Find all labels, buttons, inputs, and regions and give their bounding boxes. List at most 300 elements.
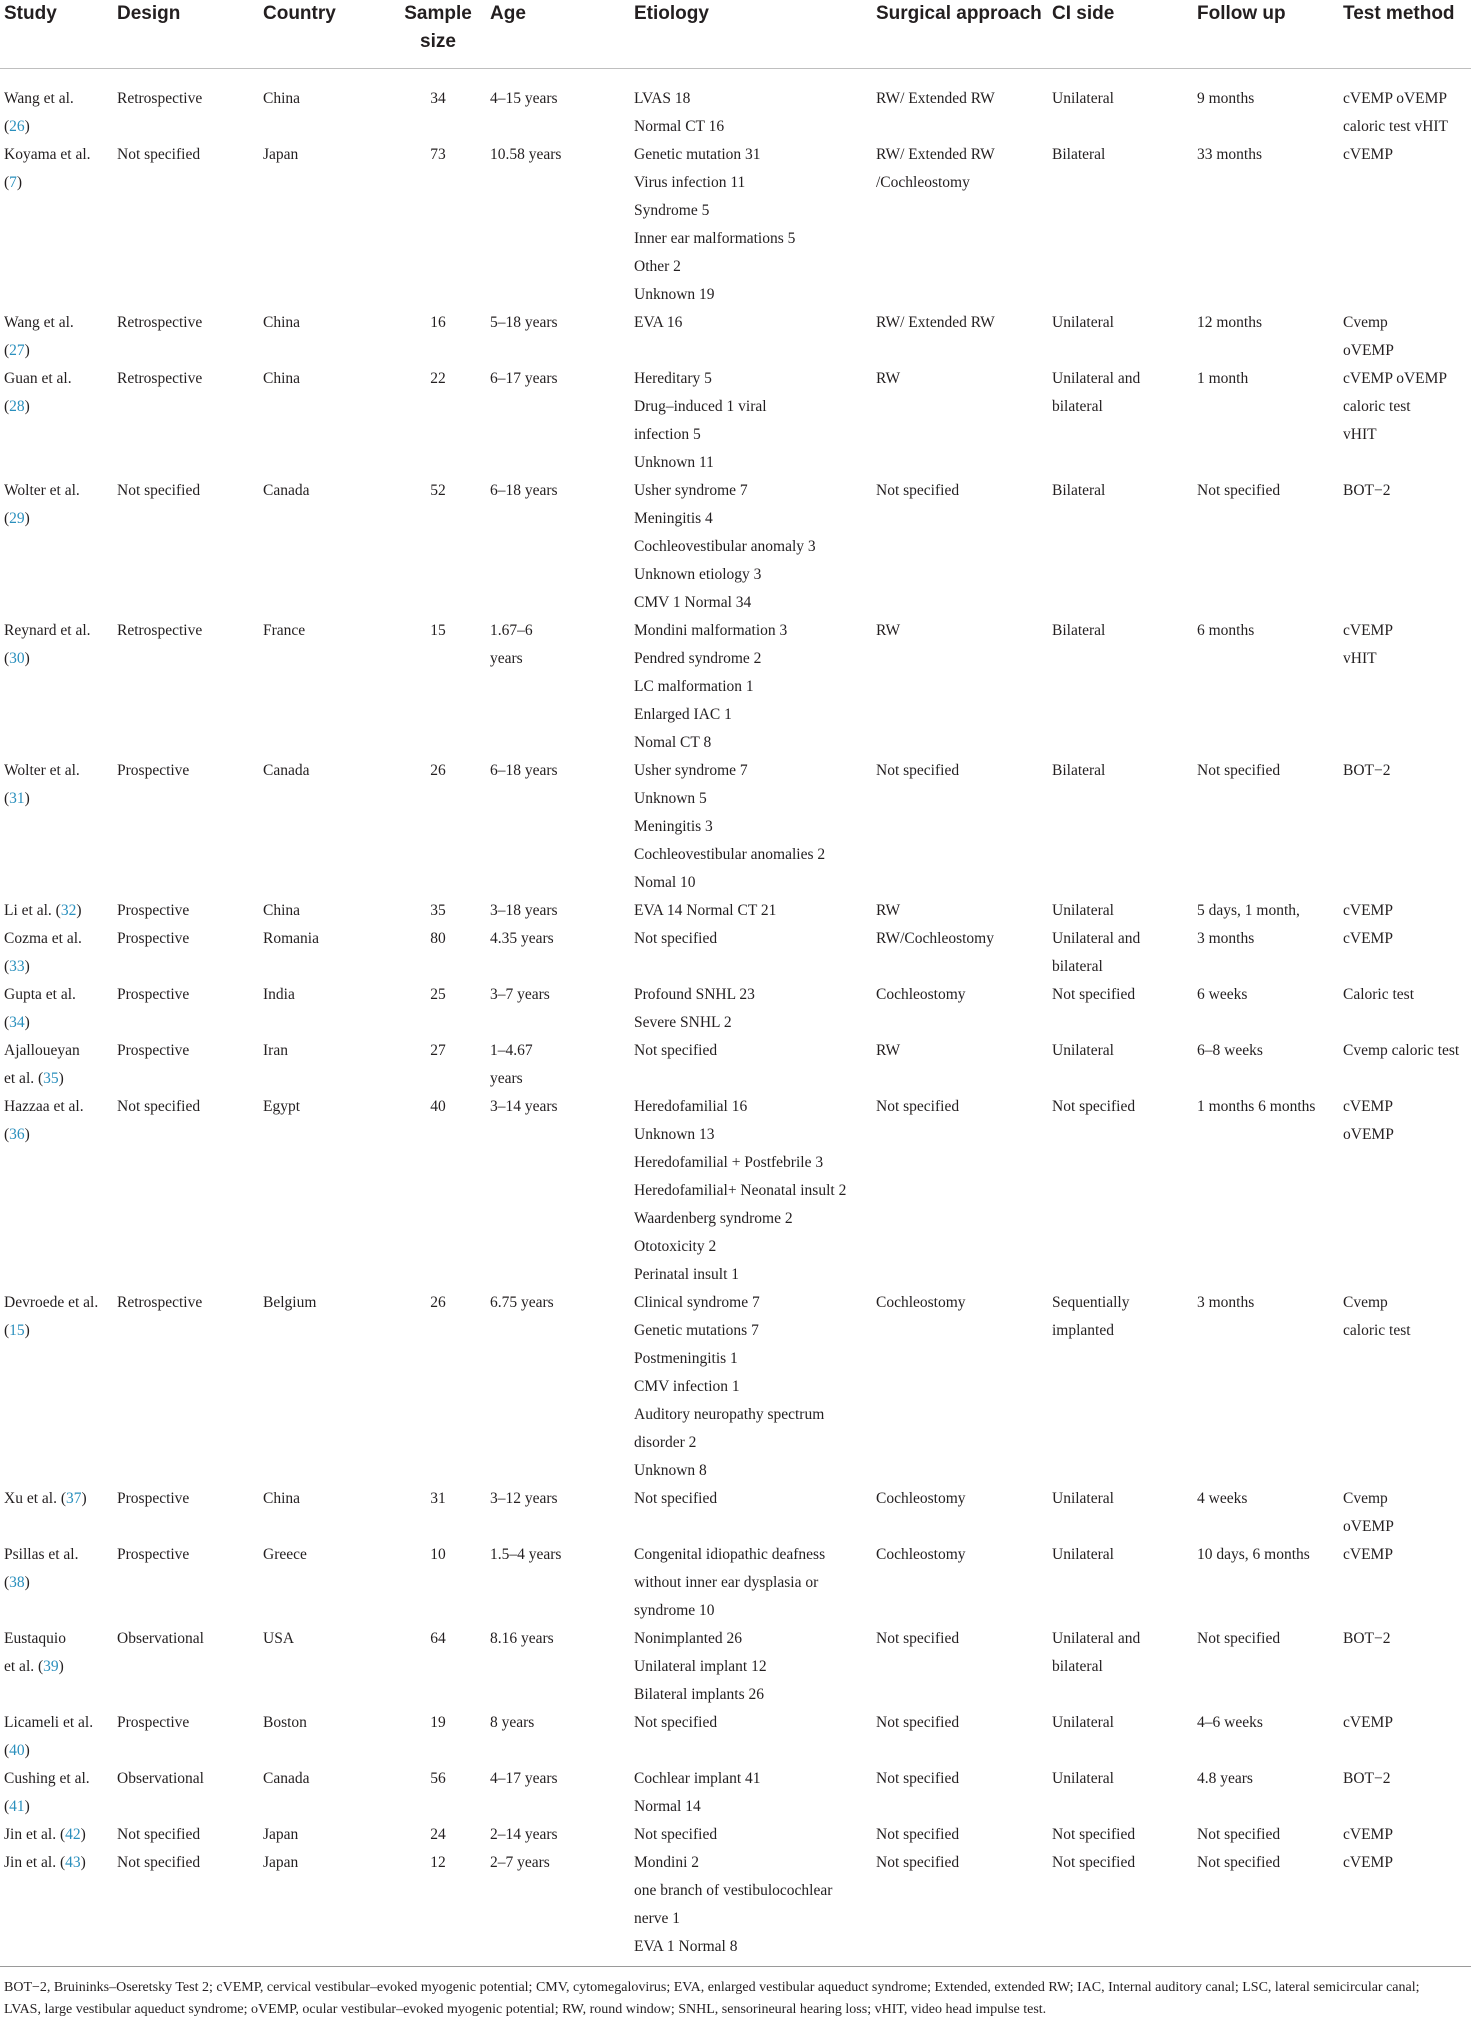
- cell-study: [0, 897, 113, 925]
- cell-test-method: [1339, 897, 1471, 925]
- reference-link[interactable]: 7: [9, 174, 17, 191]
- cell-design: [113, 1485, 259, 1541]
- reference-close: ): [24, 342, 30, 359]
- cell-ci-side-line: Not specified: [1052, 986, 1136, 1003]
- reference-open: (: [4, 1322, 10, 1339]
- cell-etiology-line: Heredofamilial+ Neonatal insult 2: [634, 1182, 847, 1199]
- cell-etiology: [630, 365, 872, 477]
- cell-ci-side-line: bilateral: [1052, 958, 1103, 975]
- cell-age-line: 3–14 years: [490, 1098, 558, 1115]
- cell-follow-up-line: 1 month: [1197, 370, 1249, 387]
- cell-follow-up: [1193, 1093, 1339, 1289]
- cell-ci-side: [1048, 897, 1193, 925]
- cell-age: [486, 1625, 630, 1709]
- reference-link[interactable]: 27: [9, 342, 25, 359]
- cell-ci-side: [1048, 69, 1193, 142]
- cell-etiology: [630, 1289, 872, 1485]
- cell-age: [486, 141, 630, 309]
- cell-etiology-line: Drug–induced 1 viral: [634, 398, 767, 415]
- study-reference: [4, 1317, 109, 1345]
- cell-etiology-line: Inner ear malformations 5: [634, 230, 796, 247]
- cell-age-line: 6–17 years: [490, 370, 558, 387]
- cell-ci-side-line: Not specified: [1052, 1826, 1136, 1843]
- cell-ci-side-line: Sequentially: [1052, 1294, 1130, 1311]
- cell-age-line: 3–18 years: [490, 902, 558, 919]
- cell-age-line: 8.16 years: [490, 1630, 554, 1647]
- reference-open: (: [60, 1490, 66, 1507]
- cell-follow-up-line: 3 months: [1197, 930, 1255, 947]
- cell-country: [259, 141, 390, 309]
- cell-etiology: [630, 69, 872, 142]
- reference-open: (: [4, 1126, 10, 1143]
- reference-link[interactable]: 32: [60, 902, 77, 919]
- cell-follow-up: [1193, 1625, 1339, 1709]
- cell-etiology: [630, 1709, 872, 1765]
- cell-surgical-approach-line: Not specified: [876, 1826, 960, 1843]
- cell-follow-up-line: 33 months: [1197, 146, 1263, 163]
- cell-surgical-approach-line: RW/ Extended RW: [876, 90, 995, 107]
- cell-country-line: Japan: [263, 146, 299, 163]
- cell-age-line: 1.67–6: [490, 622, 533, 639]
- cell-test-method: [1339, 925, 1471, 981]
- cell-surgical-approach-line: Not specified: [876, 1098, 960, 1115]
- cell-age: [486, 1709, 630, 1765]
- cell-age: [486, 981, 630, 1037]
- cell-follow-up-line: Not specified: [1197, 1854, 1281, 1871]
- cell-age: [486, 1821, 630, 1849]
- cell-study: [0, 1625, 113, 1709]
- reference-link[interactable]: 41: [9, 1798, 25, 1815]
- cell-etiology-line: Unknown 19: [634, 286, 715, 303]
- cell-study: [0, 365, 113, 477]
- cell-etiology: [630, 1541, 872, 1625]
- cell-etiology-line: LVAS 18: [634, 90, 691, 107]
- cell-test-method-line: Cvemp: [1343, 1294, 1388, 1311]
- study-reference: [4, 393, 109, 421]
- cell-age: [486, 617, 630, 757]
- reference-link[interactable]: 36: [9, 1126, 25, 1143]
- cell-follow-up: [1193, 925, 1339, 981]
- cell-follow-up: [1193, 1485, 1339, 1541]
- cell-etiology-line: CMV 1 Normal 34: [634, 594, 752, 611]
- cell-country-line: China: [263, 90, 301, 107]
- cell-age-line: 2–7 years: [490, 1854, 550, 1871]
- cell-ci-side-line: Not specified: [1052, 1098, 1136, 1115]
- cell-ci-side: [1048, 1037, 1193, 1093]
- reference-link[interactable]: 38: [9, 1574, 25, 1591]
- cell-design-line: Retrospective: [117, 1294, 203, 1311]
- reference-close: ): [81, 1490, 87, 1507]
- cell-sample-size-line: 10: [430, 1546, 446, 1563]
- cell-follow-up-line: 6 weeks: [1197, 986, 1248, 1003]
- table-row: [0, 309, 1471, 365]
- cell-design: [113, 897, 259, 925]
- cell-ci-side-line: bilateral: [1052, 1658, 1103, 1675]
- cell-test-method-line: BOT−2: [1343, 1630, 1391, 1647]
- cell-test-method-line: cVEMP: [1343, 1098, 1393, 1115]
- cell-etiology-line: LC malformation 1: [634, 678, 754, 695]
- cell-etiology-line: EVA 14 Normal CT 21: [634, 902, 777, 919]
- cell-age-line: 4–15 years: [490, 90, 558, 107]
- cell-etiology-line: without inner ear dysplasia or: [634, 1574, 819, 1591]
- study-author: Xu et al.: [4, 1490, 61, 1507]
- cell-test-method: [1339, 1821, 1471, 1849]
- cell-test-method-line: cVEMP: [1343, 1714, 1393, 1731]
- header-follow-up: Follow up: [1193, 0, 1339, 69]
- cell-design-line: Not specified: [117, 1854, 201, 1871]
- study-reference: [4, 113, 109, 141]
- study-author: Hazzaa et al.: [4, 1098, 84, 1115]
- cell-test-method-line: Cvemp: [1343, 1490, 1388, 1507]
- cell-test-method-line: cVEMP: [1343, 1826, 1393, 1843]
- cell-sample-size-line: 52: [430, 482, 446, 499]
- study-reference: [4, 1653, 109, 1681]
- cell-test-method-line: Cvemp: [1343, 314, 1388, 331]
- reference-close: ): [24, 650, 30, 667]
- cell-country-line: Boston: [263, 1714, 307, 1731]
- reference-link[interactable]: 40: [9, 1742, 25, 1759]
- reference-link[interactable]: 31: [9, 790, 25, 807]
- cell-etiology-line: nerve 1: [634, 1910, 681, 1927]
- cell-surgical-approach: [872, 897, 1048, 925]
- study-reference: [61, 1490, 87, 1507]
- cell-follow-up-line: Not specified: [1197, 1630, 1281, 1647]
- cell-country-line: Greece: [263, 1546, 307, 1563]
- cell-country: [259, 1849, 390, 1961]
- cell-country: [259, 1541, 390, 1625]
- cell-ci-side-line: Bilateral: [1052, 622, 1106, 639]
- cell-country-line: China: [263, 314, 301, 331]
- reference-link[interactable]: 37: [66, 1490, 82, 1507]
- cell-follow-up-line: 4 weeks: [1197, 1490, 1248, 1507]
- reference-link[interactable]: 28: [9, 398, 25, 415]
- cell-etiology-line: Nomal CT 8: [634, 734, 712, 751]
- cell-follow-up: [1193, 1765, 1339, 1821]
- cell-test-method-line: oVEMP: [1343, 1518, 1394, 1535]
- cell-country: [259, 309, 390, 365]
- reference-link[interactable]: 15: [9, 1322, 25, 1339]
- cell-country-line: Romania: [263, 930, 319, 947]
- cell-follow-up: [1193, 309, 1339, 365]
- cell-etiology-line: EVA 1 Normal 8: [634, 1938, 738, 1955]
- cell-ci-side-line: Unilateral: [1052, 1042, 1114, 1059]
- cell-test-method-line: cVEMP: [1343, 622, 1393, 639]
- cell-design-line: Prospective: [117, 762, 190, 779]
- cell-country: [259, 925, 390, 981]
- table-row: [0, 617, 1471, 757]
- cell-ci-side: [1048, 1625, 1193, 1709]
- cell-etiology-line: Usher syndrome 7: [634, 762, 748, 779]
- reference-link[interactable]: 34: [9, 1014, 25, 1031]
- table-row: [0, 757, 1471, 897]
- table-row: [0, 1541, 1471, 1625]
- reference-link[interactable]: 33: [9, 958, 25, 975]
- cell-surgical-approach-line: RW/ Extended RW: [876, 146, 995, 163]
- cell-sample-size-line: 25: [430, 986, 446, 1003]
- reference-link[interactable]: 43: [65, 1854, 81, 1871]
- reference-link[interactable]: 39: [43, 1658, 59, 1675]
- cell-etiology-line: Nonimplanted 26: [634, 1630, 743, 1647]
- cell-country-line: China: [263, 902, 301, 919]
- reference-open: (: [4, 790, 10, 807]
- footnote-line-2: LVAS, large vestibular aqueduct syndrome; oVEMP, ocular vestibular–evoked myogenic potential; RW, round window; SNHL, sensorineural hearing loss; vHIT, video head impulse test.: [4, 2002, 1047, 2017]
- cell-ci-side: [1048, 1289, 1193, 1485]
- cell-study: [0, 1037, 113, 1093]
- reference-close: ): [24, 510, 30, 527]
- cell-country: [259, 365, 390, 477]
- cell-etiology: [630, 981, 872, 1037]
- reference-close: ): [24, 790, 30, 807]
- study-author: Wang et al.: [4, 90, 74, 107]
- cell-design: [113, 757, 259, 897]
- cell-design: [113, 617, 259, 757]
- cell-test-method: [1339, 69, 1471, 142]
- cell-design: [113, 141, 259, 309]
- cell-country: [259, 1037, 390, 1093]
- cell-country: [259, 1709, 390, 1765]
- cell-test-method-line: caloric test vHIT: [1343, 118, 1449, 135]
- cell-age-line: 3–12 years: [490, 1490, 558, 1507]
- cell-age: [486, 365, 630, 477]
- cell-age-line: 1–4.67: [490, 1042, 533, 1059]
- cell-test-method: [1339, 1849, 1471, 1961]
- cell-surgical-approach-line: RW/Cochleostomy: [876, 930, 994, 947]
- cell-ci-side-line: implanted: [1052, 1322, 1114, 1339]
- cell-country-line: Canada: [263, 482, 310, 499]
- cell-country-line: Japan: [263, 1854, 299, 1871]
- header-test-method: Test method: [1339, 0, 1471, 69]
- cell-etiology-line: Unilateral implant 12: [634, 1658, 767, 1675]
- cell-design-line: Prospective: [117, 1714, 190, 1731]
- cell-ci-side-line: Bilateral: [1052, 146, 1106, 163]
- cell-surgical-approach: [872, 141, 1048, 309]
- study-author: Devroede et al.: [4, 1294, 99, 1311]
- reference-link[interactable]: 29: [9, 510, 25, 527]
- cell-age-line: 2–14 years: [490, 1826, 558, 1843]
- cell-ci-side: [1048, 477, 1193, 617]
- cell-country-line: China: [263, 370, 301, 387]
- cell-sample-size-line: 12: [430, 1854, 446, 1871]
- cell-ci-side: [1048, 1849, 1193, 1961]
- cell-test-method: [1339, 141, 1471, 309]
- study-author: Jin et al.: [4, 1826, 60, 1843]
- cell-design-line: Not specified: [117, 1098, 201, 1115]
- table-row: [0, 1765, 1471, 1821]
- cell-follow-up: [1193, 141, 1339, 309]
- study-author: Cushing et al.: [4, 1770, 90, 1787]
- table-row: [0, 1709, 1471, 1765]
- cell-etiology-line: Genetic mutations 7: [634, 1322, 759, 1339]
- cell-surgical-approach: [872, 309, 1048, 365]
- cell-etiology-line: Not specified: [634, 1826, 718, 1843]
- cell-design-line: Retrospective: [117, 314, 203, 331]
- cell-test-method: [1339, 1765, 1471, 1821]
- cell-country-line: Egypt: [263, 1098, 301, 1115]
- cell-test-method-line: Cvemp caloric test: [1343, 1042, 1460, 1059]
- study-reference: [4, 1065, 109, 1093]
- study-reference: [4, 1737, 109, 1765]
- cell-design-line: Not specified: [117, 1826, 201, 1843]
- cell-ci-side: [1048, 757, 1193, 897]
- cell-surgical-approach: [872, 757, 1048, 897]
- cell-design: [113, 477, 259, 617]
- reference-open: (: [4, 1742, 10, 1759]
- cell-age-line: 8 years: [490, 1714, 535, 1731]
- cell-etiology-line: Clinical syndrome 7: [634, 1294, 760, 1311]
- cell-follow-up-line: 1 months 6 months: [1197, 1098, 1316, 1115]
- cell-ci-side: [1048, 1821, 1193, 1849]
- cell-design: [113, 1765, 259, 1821]
- reference-link[interactable]: 35: [43, 1070, 59, 1087]
- cell-study: [0, 1709, 113, 1765]
- cell-etiology: [630, 1037, 872, 1093]
- cell-country-line: China: [263, 1490, 301, 1507]
- cell-sample-size: [390, 925, 486, 981]
- cell-surgical-approach-line: Not specified: [876, 1854, 960, 1871]
- cell-etiology-line: syndrome 10: [634, 1602, 715, 1619]
- cell-design: [113, 69, 259, 142]
- cell-ci-side-line: Unilateral: [1052, 1546, 1114, 1563]
- cell-test-method-line: BOT−2: [1343, 762, 1391, 779]
- study-reference: [4, 785, 109, 813]
- cell-design: [113, 925, 259, 981]
- cell-etiology-line: infection 5: [634, 426, 701, 443]
- reference-close: ): [24, 1322, 30, 1339]
- cell-ci-side-line: Bilateral: [1052, 482, 1106, 499]
- reference-close: ): [24, 398, 30, 415]
- reference-open: et al. (: [4, 1070, 44, 1087]
- reference-close: ): [24, 1014, 30, 1031]
- cell-follow-up-line: 6–8 weeks: [1197, 1042, 1263, 1059]
- reference-close: ): [80, 1854, 86, 1871]
- cell-design-line: Prospective: [117, 1490, 190, 1507]
- reference-link[interactable]: 30: [9, 650, 25, 667]
- table-row: [0, 1093, 1471, 1289]
- table-row: [0, 981, 1471, 1037]
- cell-ci-side: [1048, 925, 1193, 981]
- cell-etiology-line: Other 2: [634, 258, 681, 275]
- cell-test-method-line: cVEMP: [1343, 1546, 1393, 1563]
- reference-close: ): [24, 1574, 30, 1591]
- cell-study: [0, 1541, 113, 1625]
- cell-etiology-line: Not specified: [634, 1714, 718, 1731]
- cell-surgical-approach-line: Not specified: [876, 1714, 960, 1731]
- cell-surgical-approach: [872, 1289, 1048, 1485]
- cell-study: [0, 757, 113, 897]
- cell-country-line: USA: [263, 1630, 295, 1647]
- study-author: Wang et al.: [4, 314, 74, 331]
- cell-surgical-approach-line: RW: [876, 370, 901, 387]
- cell-follow-up-line: 10 days, 6 months: [1197, 1546, 1310, 1563]
- cell-etiology: [630, 925, 872, 981]
- cell-etiology-line: Meningitis 3: [634, 818, 713, 835]
- cell-country: [259, 617, 390, 757]
- cell-etiology-line: Bilateral implants 26: [634, 1686, 765, 1703]
- cell-age-line: 10.58 years: [490, 146, 562, 163]
- reference-close: ): [24, 118, 30, 135]
- cell-etiology-line: Syndrome 5: [634, 202, 710, 219]
- cell-sample-size-line: 22: [430, 370, 446, 387]
- cell-age: [486, 1485, 630, 1541]
- cell-design-line: Prospective: [117, 1546, 190, 1563]
- cell-sample-size-line: 56: [430, 1770, 446, 1787]
- cell-age: [486, 925, 630, 981]
- cell-country: [259, 1821, 390, 1849]
- cell-etiology-line: Ototoxicity 2: [634, 1238, 717, 1255]
- reference-link[interactable]: 42: [65, 1826, 81, 1843]
- reference-link[interactable]: 26: [9, 118, 25, 135]
- cell-follow-up-line: Not specified: [1197, 1826, 1281, 1843]
- cell-ci-side-line: Not specified: [1052, 1854, 1136, 1871]
- study-author: Guan et al.: [4, 370, 72, 387]
- cell-study: [0, 1821, 113, 1849]
- cell-study: [0, 925, 113, 981]
- cell-ci-side-line: Unilateral and: [1052, 370, 1141, 387]
- study-author: Wolter et al.: [4, 762, 80, 779]
- cell-ci-side: [1048, 617, 1193, 757]
- cell-test-method-line: cVEMP: [1343, 1854, 1393, 1871]
- cell-sample-size-line: 64: [430, 1630, 446, 1647]
- study-author: Licameli et al.: [4, 1714, 94, 1731]
- reference-close: ): [58, 1658, 64, 1675]
- cell-surgical-approach: [872, 1093, 1048, 1289]
- cell-surgical-approach-line: Cochleostomy: [876, 1294, 966, 1311]
- cell-ci-side: [1048, 141, 1193, 309]
- table-header: [0, 0, 1471, 69]
- cell-follow-up: [1193, 1289, 1339, 1485]
- cell-surgical-approach: [872, 69, 1048, 142]
- cell-etiology: [630, 141, 872, 309]
- header-sample-size: Sample size: [390, 0, 486, 69]
- reference-close: ): [24, 1742, 30, 1759]
- reference-close: ): [24, 958, 30, 975]
- cell-etiology: [630, 757, 872, 897]
- cell-follow-up: [1193, 617, 1339, 757]
- cell-test-method-line: cVEMP: [1343, 930, 1393, 947]
- cell-ci-side-line: Unilateral and: [1052, 930, 1141, 947]
- cell-etiology: [630, 1765, 872, 1821]
- cell-age: [486, 897, 630, 925]
- cell-surgical-approach-line: Cochleostomy: [876, 1490, 966, 1507]
- cell-design-line: Prospective: [117, 902, 190, 919]
- cell-age: [486, 1541, 630, 1625]
- header-surgical-approach: Surgical approach: [872, 0, 1048, 69]
- cell-etiology-line: Virus infection 11: [634, 174, 746, 191]
- reference-open: (: [59, 1854, 66, 1871]
- cell-ci-side-line: Unilateral: [1052, 902, 1114, 919]
- cell-age-line: 6–18 years: [490, 762, 558, 779]
- table-row: [0, 1849, 1471, 1961]
- cell-etiology-line: Normal 14: [634, 1798, 701, 1815]
- cell-sample-size: [390, 1849, 486, 1961]
- table-row: [0, 1625, 1471, 1709]
- cell-study: [0, 69, 113, 142]
- cell-design-line: Prospective: [117, 1042, 190, 1059]
- cell-test-method-line: oVEMP: [1343, 1126, 1394, 1143]
- cell-ci-side: [1048, 1093, 1193, 1289]
- cell-etiology-line: Congenital idiopathic deafness: [634, 1546, 826, 1563]
- cell-follow-up: [1193, 757, 1339, 897]
- cell-sample-size: [390, 1821, 486, 1849]
- cell-etiology-line: Genetic mutation 31: [634, 146, 761, 163]
- cell-test-method: [1339, 365, 1471, 477]
- header-study: Study: [0, 0, 113, 69]
- cell-design: [113, 1849, 259, 1961]
- cell-country: [259, 69, 390, 142]
- cell-etiology-line: Not specified: [634, 1490, 718, 1507]
- cell-etiology-line: Mondini 2: [634, 1854, 700, 1871]
- reference-open: (: [4, 510, 10, 527]
